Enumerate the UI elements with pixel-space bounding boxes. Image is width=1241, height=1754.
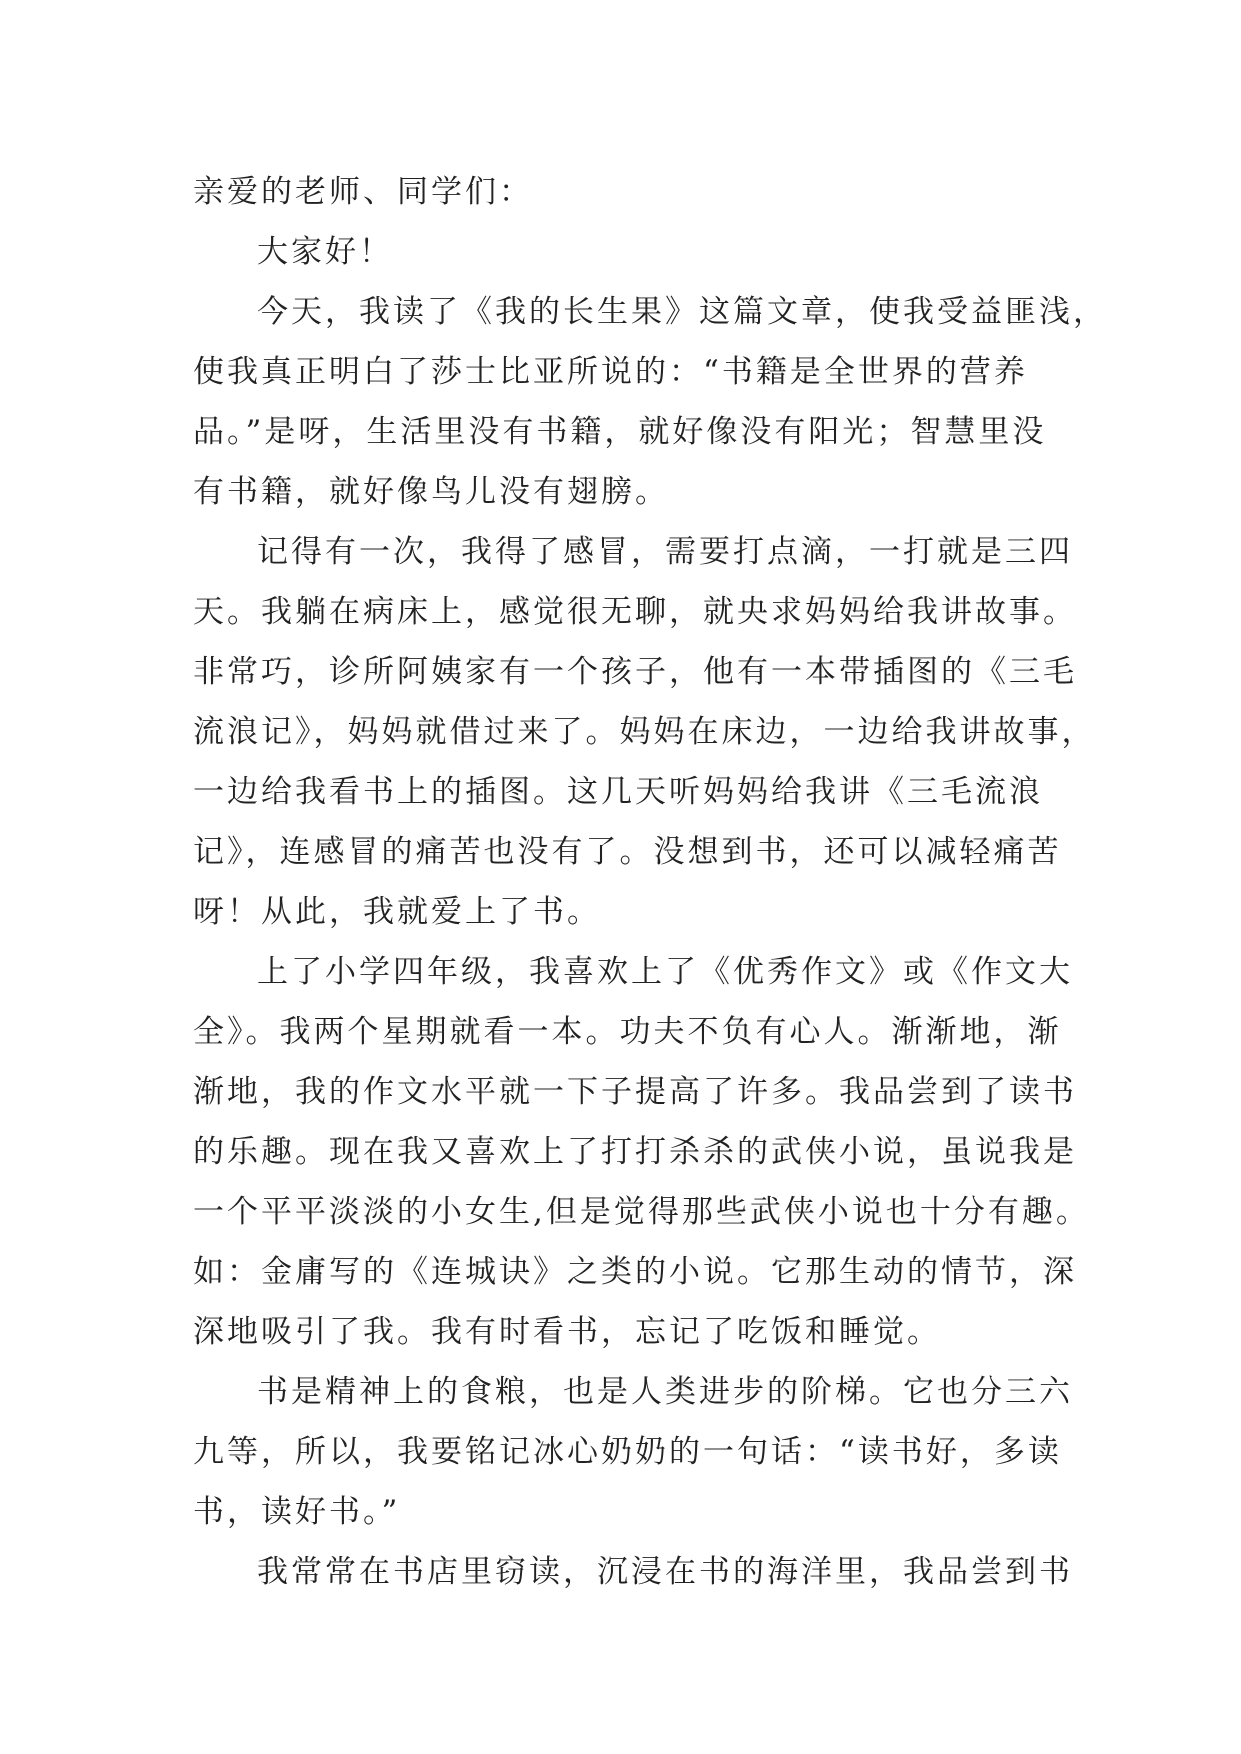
text-line: 深地吸引了我。我有时看书，忘记了吃饭和睡觉。 <box>193 1314 941 1350</box>
text-line: 记》，连感冒的痛苦也没有了。没想到书，还可以减轻痛苦 <box>193 834 1062 870</box>
text-line: 一边给我看书上的插图。这几天听妈妈给我讲《三毛流浪 <box>193 774 1043 810</box>
text-line: 如：金庸写的《连城诀》之类的小说。它那生动的情节，深 <box>193 1254 1077 1290</box>
text-line: 一个平平淡淡的小女生,但是觉得那些武侠小说也十分有趣。 <box>193 1194 1090 1230</box>
text-line: 我常常在书店里窃读，沉浸在书的海洋里，我品尝到书 <box>257 1554 1073 1590</box>
text-line: 亲爱的老师、同学们： <box>193 174 533 210</box>
text-line: 书，读好书。” <box>193 1494 401 1530</box>
text-line: 的乐趣。现在我又喜欢上了打打杀杀的武侠小说，虽说我是 <box>193 1134 1077 1170</box>
text-line: 非常巧，诊所阿姨家有一个孩子，他有一本带插图的《三毛 <box>193 654 1077 690</box>
text-line: 上了小学四年级，我喜欢上了《优秀作文》或《作文大 <box>257 954 1073 990</box>
text-line: 有书籍，就好像鸟儿没有翅膀。 <box>193 474 669 510</box>
text-line: 流浪记》，妈妈就借过来了。妈妈在床边，一边给我讲故事， <box>193 714 1096 750</box>
text-line: 天。我躺在病床上，感觉很无聊，就央求妈妈给我讲故事。 <box>193 594 1077 630</box>
text-line: 记得有一次，我得了感冒，需要打点滴，一打就是三四 <box>257 534 1073 570</box>
text-line: 品。”是呀，生活里没有书籍，就好像没有阳光；智慧里没 <box>193 414 1047 450</box>
text-line: 渐地，我的作文水平就一下子提高了许多。我品尝到了读书 <box>193 1074 1077 1110</box>
speech-text <box>193 162 1107 1602</box>
text-line: 呀！从此，我就爱上了书。 <box>193 894 601 930</box>
text-line: 全》。我两个星期就看一本。功夫不负有心人。渐渐地，渐 <box>193 1014 1062 1050</box>
text-line: 九等，所以，我要铭记冰心奶奶的一句话：“读书好，多读 <box>193 1434 1062 1470</box>
text-line: 大家好！ <box>257 234 393 270</box>
text-line: 今天，我读了《我的长生果》这篇文章，使我受益匪浅， <box>257 294 1107 330</box>
text-line: 使我真正明白了莎士比亚所说的：“书籍是全世界的营养 <box>193 354 1028 390</box>
text-line: 书是精神上的食粮，也是人类进步的阶梯。它也分三六 <box>257 1374 1073 1410</box>
